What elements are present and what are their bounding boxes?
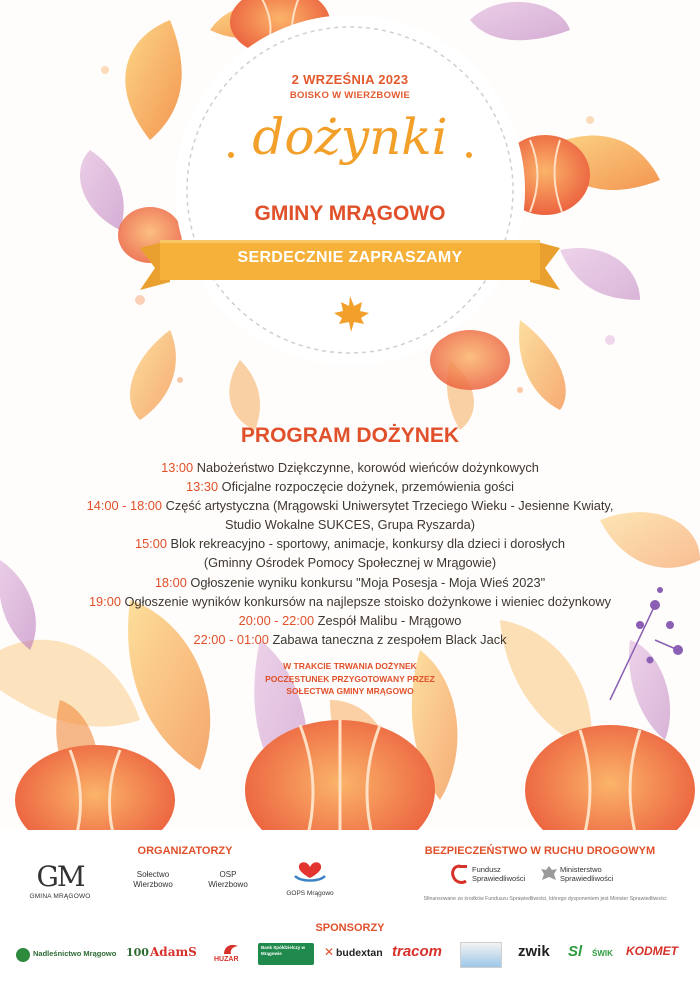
cross-mark-icon: ✕	[324, 945, 335, 959]
sponsor-huzar-label: HUZAR	[214, 956, 239, 963]
sponsor-photo-logo	[460, 942, 502, 968]
note-line: W TRAKCIE TRWANIA DOŻYNEK	[283, 661, 417, 671]
ministerstwo-caption	[560, 865, 613, 883]
sponsor-huzar	[214, 942, 248, 968]
event-title-script: dożynki	[252, 108, 448, 166]
fundusz-emblem-icon	[450, 864, 470, 886]
gops-logo	[280, 858, 340, 899]
sponsor-zwik: zwik	[518, 943, 550, 960]
program-time: 13:00	[161, 460, 194, 475]
gmina-logo	[25, 860, 95, 900]
financing-note: Sfinansowane ze środków Funduszu Sprawiedliwości, którego dysponentem jest Minister Sprawiedliwości	[423, 896, 667, 902]
gmina-logo-caption: GMINA MRĄGOWO	[29, 893, 91, 900]
sponsor-kodmet: KODMET	[626, 944, 678, 958]
program-text: Zespół Malibu - Mrągowo	[317, 612, 462, 628]
road-safety-title: BEZPIECZEŃSTWO W RUCHU DROGOWYM	[424, 845, 656, 857]
sponsor-100-years: 100	[126, 946, 149, 959]
program-text: Zabawa taneczna z zespołem Black Jack	[272, 631, 507, 647]
program-text: Studio Wokalne SUKCES, Grupa Ryszarda)	[224, 517, 476, 533]
gops-caption: GOPS Mrągowo	[286, 890, 334, 897]
program-item	[40, 573, 660, 592]
program-item	[40, 477, 660, 496]
program-item	[40, 611, 660, 630]
note-line: POCZĘSTUNEK PRZYGOTOWANY PRZEZ	[265, 673, 435, 684]
solectwo-line: Wierzbowo	[133, 880, 173, 889]
program-text: Oficjalne rozpoczęcie dożynek, przemówienia gości	[221, 479, 514, 495]
fundusz-line: Sprawiedliwości	[472, 874, 526, 883]
sponsor-budextan	[324, 946, 390, 964]
sponsor-budextan-label: budextan	[336, 947, 383, 959]
sponsor-swik: ŚWIK	[592, 949, 613, 958]
note-line: SOŁECTWA GMINY MRĄGOWO	[286, 686, 414, 696]
sponsor-adams: AdamS	[150, 945, 197, 959]
program-text: Ogłoszenie wyniku konkursu "Moja Posesja - Moja Wieś 2023"	[190, 574, 546, 590]
program-text: Blok rekreacyjno - sportowy, animacje, konkursy dla dzieci i dorosłych	[170, 536, 566, 552]
program-item	[40, 592, 660, 611]
program-time: 15:00	[134, 536, 167, 552]
program-item	[40, 553, 660, 572]
sponsor-tracom: tracom	[392, 943, 443, 960]
program-time: 19:00	[88, 593, 121, 609]
sponsor-sl-mark: Sl	[568, 943, 583, 960]
organizers-title: ORGANIZATORZY	[137, 845, 233, 857]
osp-line: OSP	[219, 870, 237, 879]
refreshments-note	[200, 660, 500, 698]
invitation-ribbon: SERDECZNIE ZAPRASZAMY	[237, 249, 463, 266]
ministerstwo-line: Sprawiedliwości	[560, 874, 614, 883]
solectwo-line: Sołectwo	[136, 870, 170, 879]
sponsors-title: SPONSORZY	[315, 922, 385, 934]
event-date: 2 WRZEŚNIA 2023	[291, 72, 409, 87]
fundusz-line: Fundusz	[472, 865, 501, 874]
solectwo-wierzbowo	[118, 870, 188, 890]
program-item	[40, 496, 660, 515]
program-text: Ogłoszenie wyników konkursów na najlepsze stoisko dożynkowe i wieniec dożynkowy	[124, 593, 612, 609]
sponsor-nadlesnictwo-label: Nadleśnictwo Mrągowo	[33, 949, 117, 958]
huzar-emblem-icon	[222, 942, 240, 956]
fundusz-caption	[472, 865, 525, 883]
sponsor-bank-label: Bank Spółdzielczy w Mrągowie	[261, 945, 306, 956]
program-time: 18:00	[154, 574, 187, 590]
program-title: PROGRAM DOŻYNEK	[240, 424, 460, 447]
program-text: (Gminny Ośrodek Pomocy Społecznej w Mrągowie)	[203, 555, 497, 571]
program-item	[40, 630, 660, 649]
program-text: Nabożeństwo Dziękczynne, korowód wieńców dożynkowych	[196, 460, 539, 475]
heart-hands-icon	[293, 858, 327, 884]
program-item	[40, 458, 660, 477]
program-time: 22:00 - 01:00	[193, 631, 269, 647]
program-time: 14:00 - 18:00	[86, 498, 163, 514]
tree-emblem-icon	[16, 948, 30, 962]
fundusz-sprawiedliwosci-logo	[450, 862, 540, 888]
ministerstwo-line: Ministerstwo	[560, 865, 602, 874]
program-time: 20:00 - 22:00	[238, 612, 315, 628]
program-list	[40, 458, 660, 649]
program-time: 13:30	[186, 479, 219, 495]
event-venue: BOISKO W WIERZBOWIE	[289, 90, 411, 101]
gmina-logo-mark: GM	[36, 860, 84, 893]
osp-wierzbowo	[198, 870, 258, 890]
program-item	[40, 534, 660, 553]
event-municipality: GMINY MRĄGOWO	[254, 202, 446, 225]
osp-line: Wierzbowo	[208, 880, 248, 889]
sponsor-nadlesnictwo	[16, 945, 124, 965]
program-text: Część artystyczna (Mrągowski Uniwersytet Trzeciego Wieku - Jesienne Kwiaty,	[165, 498, 614, 514]
sponsors-row	[0, 940, 700, 970]
program-item	[40, 515, 660, 534]
ministerstwo-logo	[540, 862, 630, 888]
sponsor-bank	[258, 943, 314, 965]
eagle-emblem-icon	[540, 864, 558, 886]
